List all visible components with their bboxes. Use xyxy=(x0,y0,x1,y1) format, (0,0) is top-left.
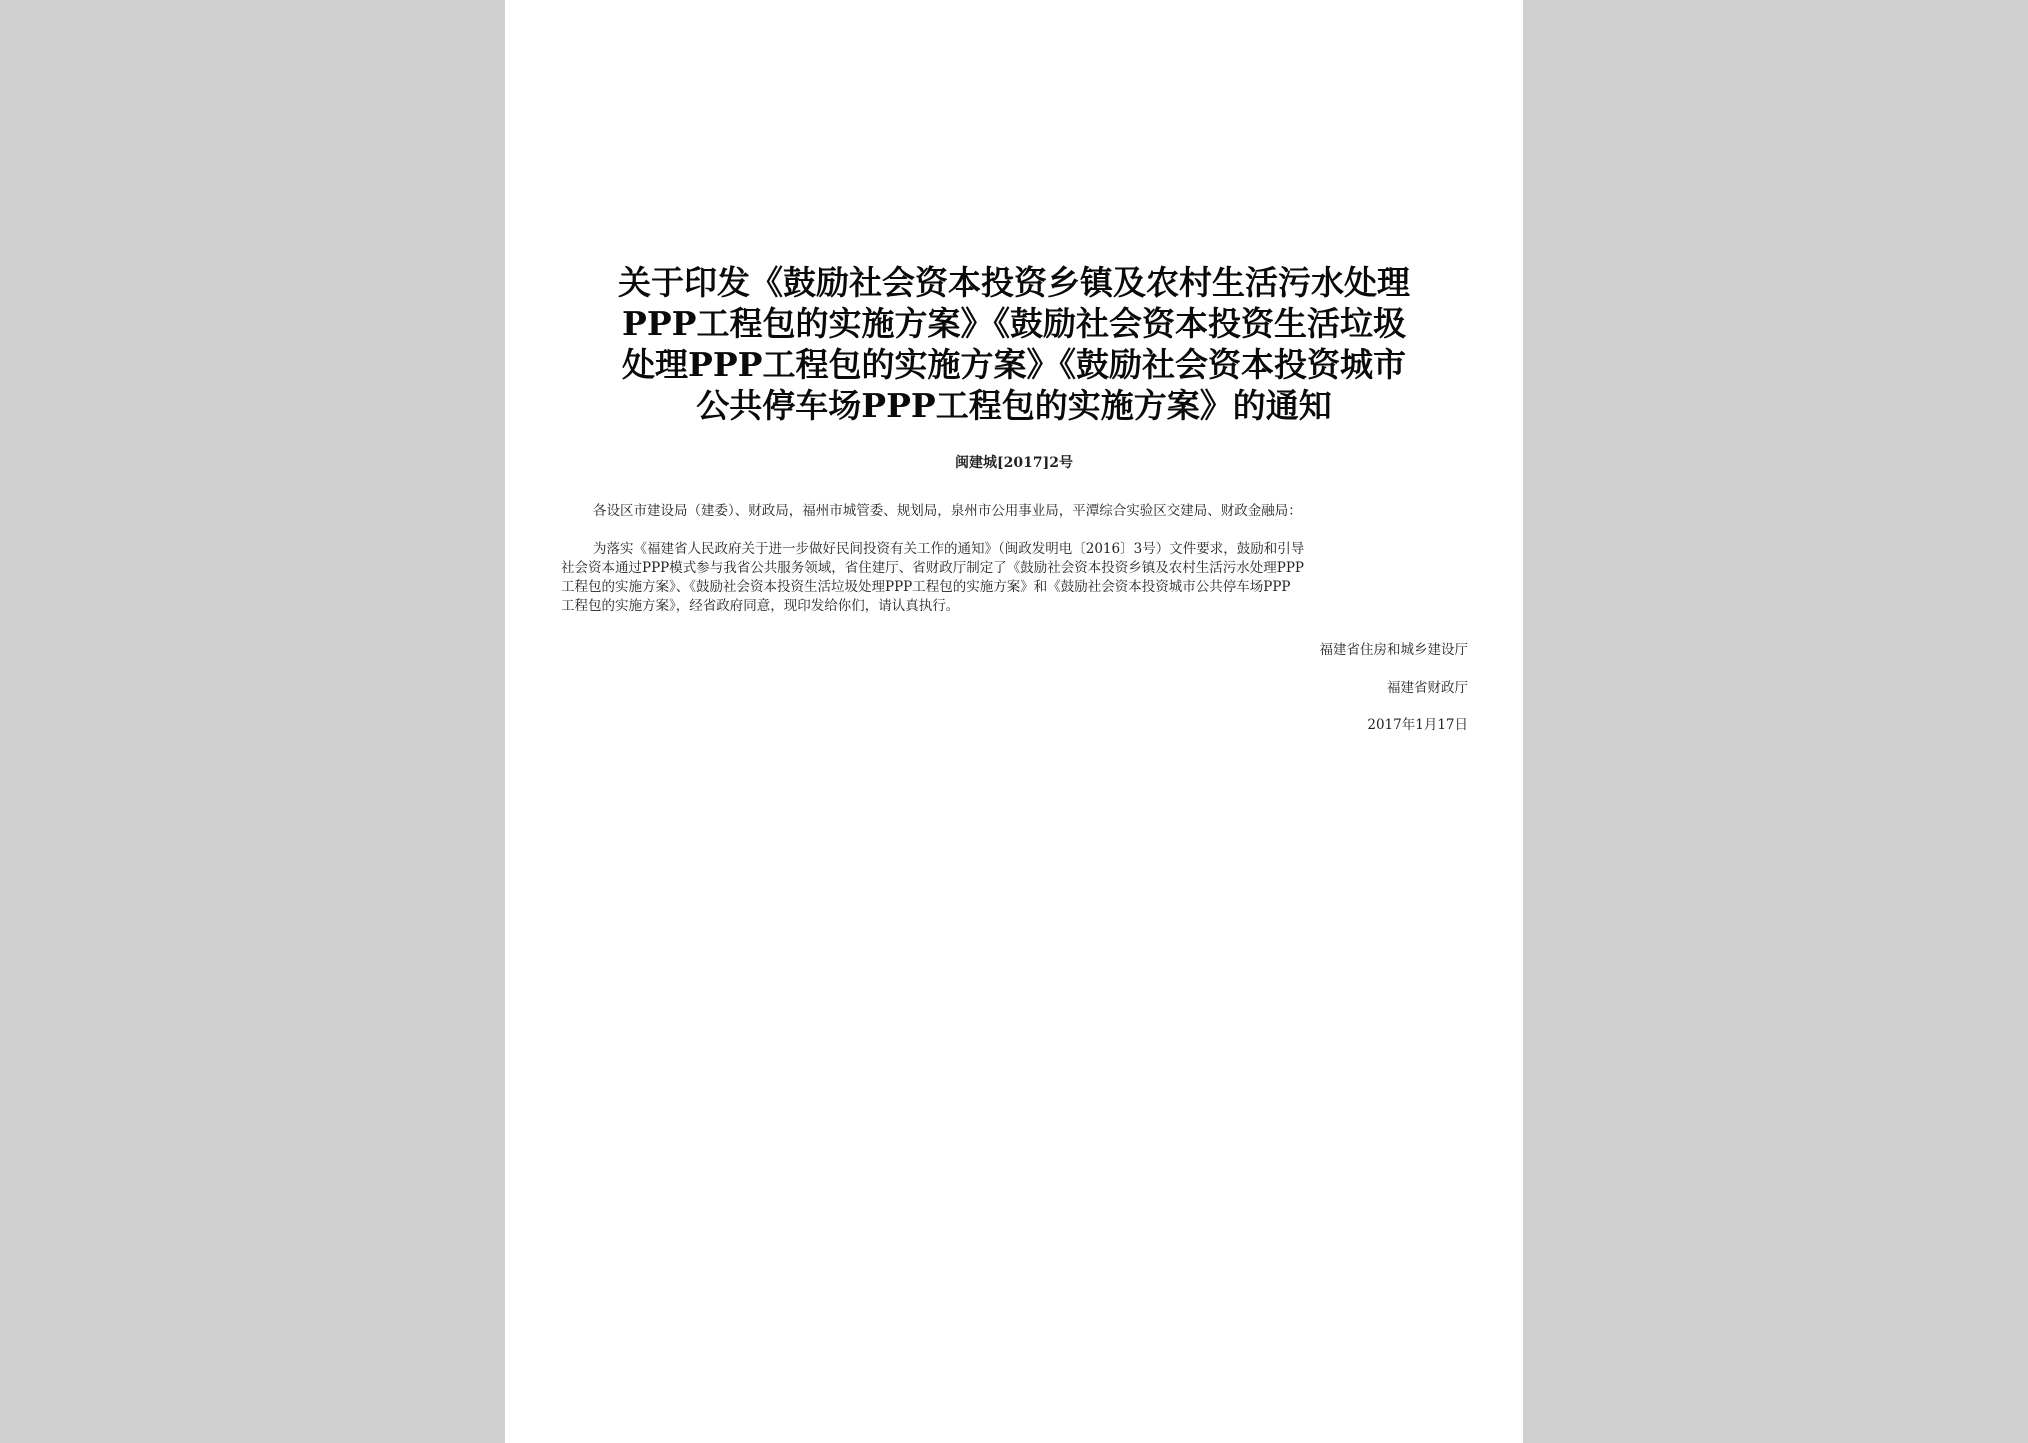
title-line: 处理PPP工程包的实施方案》《鼓励社会资本投资城市 xyxy=(622,345,1406,384)
body-line: 工程包的实施方案》，经省政府同意，现印发给你们，请认真执行。 xyxy=(561,598,960,614)
body-line: 为落实《福建省人民政府关于进一步做好民间投资有关工作的通知》（闽政发明电〔2016〕3号）文件要求，鼓励和引导 xyxy=(593,541,1305,557)
signature-finance-department: 福建省财政厅 xyxy=(1387,680,1468,696)
signature-housing-department: 福建省住房和城乡建设厅 xyxy=(1319,642,1468,658)
title-line: 公共停车场PPP工程包的实施方案》的通知 xyxy=(696,386,1332,425)
title-line: 关于印发《鼓励社会资本投资乡镇及农村生活污水处理 xyxy=(618,263,1410,302)
body-line: 工程包的实施方案》、《鼓励社会资本投资生活垃圾处理PPP工程包的实施方案》和《鼓励社会资本投资城市公共停车场PPP xyxy=(561,579,1291,595)
body-paragraph xyxy=(561,540,1461,616)
document-number: 闽建城[2017]2号 xyxy=(955,455,1073,471)
document-date: 2017年1月17日 xyxy=(1367,717,1468,733)
document-page xyxy=(505,0,1523,1443)
document-title xyxy=(545,262,1483,426)
body-line: 社会资本通过PPP模式参与我省公共服务领域，省住建厅、省财政厅制定了《鼓励社会资本投资乡镇及农村生活污水处理PPP xyxy=(561,560,1304,576)
title-line: PPP工程包的实施方案》《鼓励社会资本投资生活垃圾 xyxy=(622,304,1406,343)
addressee-line: 各设区市建设局（建委）、财政局，福州市城管委、规划局，泉州市公用事业局，平潭综合实验区交建局、财政金融局： xyxy=(593,503,1302,519)
